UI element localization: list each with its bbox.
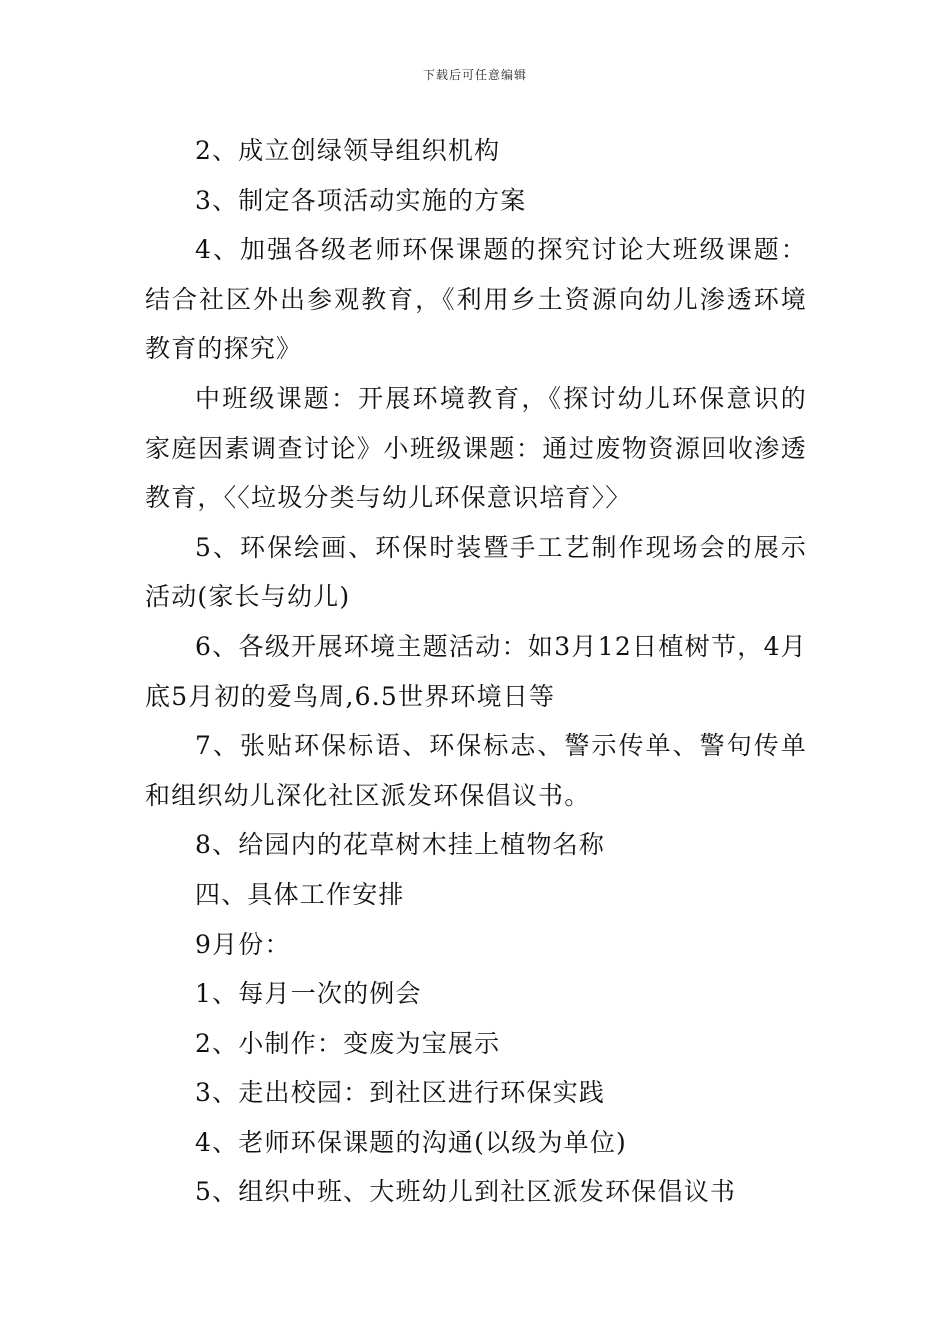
paragraph-middle-class-topic: 中班级课题：开展环境教育，《探讨幼儿环保意识的家庭因素调查讨论》小班级课题：通过废物资源回收渗透教育，〈〈垃圾分类与幼儿环保意识培育〉〉: [145, 383, 807, 513]
document-body: [145, 126, 807, 1217]
list-item: 1、每月一次的例会: [195, 979, 422, 1009]
paragraph-item-5: 5、环保绘画、环保时装暨手工艺制作现场会的展示活动(家长与幼儿): [145, 532, 807, 612]
month-heading: 9月份：: [195, 929, 291, 959]
paragraph-item-7: 7、张贴环保标语、环保标志、警示传单、警句传单和组织幼儿深化社区派发环保倡议书。: [145, 731, 807, 810]
paragraph-item-3: 3、制定各项活动实施的方案: [195, 185, 527, 215]
list-item: 2、小制作：变废为宝展示: [195, 1028, 501, 1058]
list-item: 5、组织中班、大班幼儿到社区派发环保倡议书: [195, 1177, 737, 1207]
paragraph-item-4: 4、加强各级老师环保课题的探究讨论大班级课题：结合社区外出参观教育，《利用乡土资源向幼儿渗透环境教育的探究》: [145, 235, 807, 364]
page-header: 下载后可任意编辑: [422, 68, 527, 82]
paragraph-item-6: 6、各级开展环境主题活动：如3月12日植树节，4月底5月初的爱鸟周,6.5世界环境日等: [145, 631, 807, 711]
paragraph-item-8: 8、给园内的花草树木挂上植物名称: [195, 830, 606, 860]
list-item: 3、走出校园：到社区进行环保实践: [195, 1078, 606, 1108]
paragraph-item-2: 2、成立创绿领导组织机构: [195, 136, 501, 165]
section-heading: 四、具体工作安排: [195, 879, 405, 909]
list-item: 4、老师环保课题的沟通(以级为单位): [195, 1127, 628, 1157]
